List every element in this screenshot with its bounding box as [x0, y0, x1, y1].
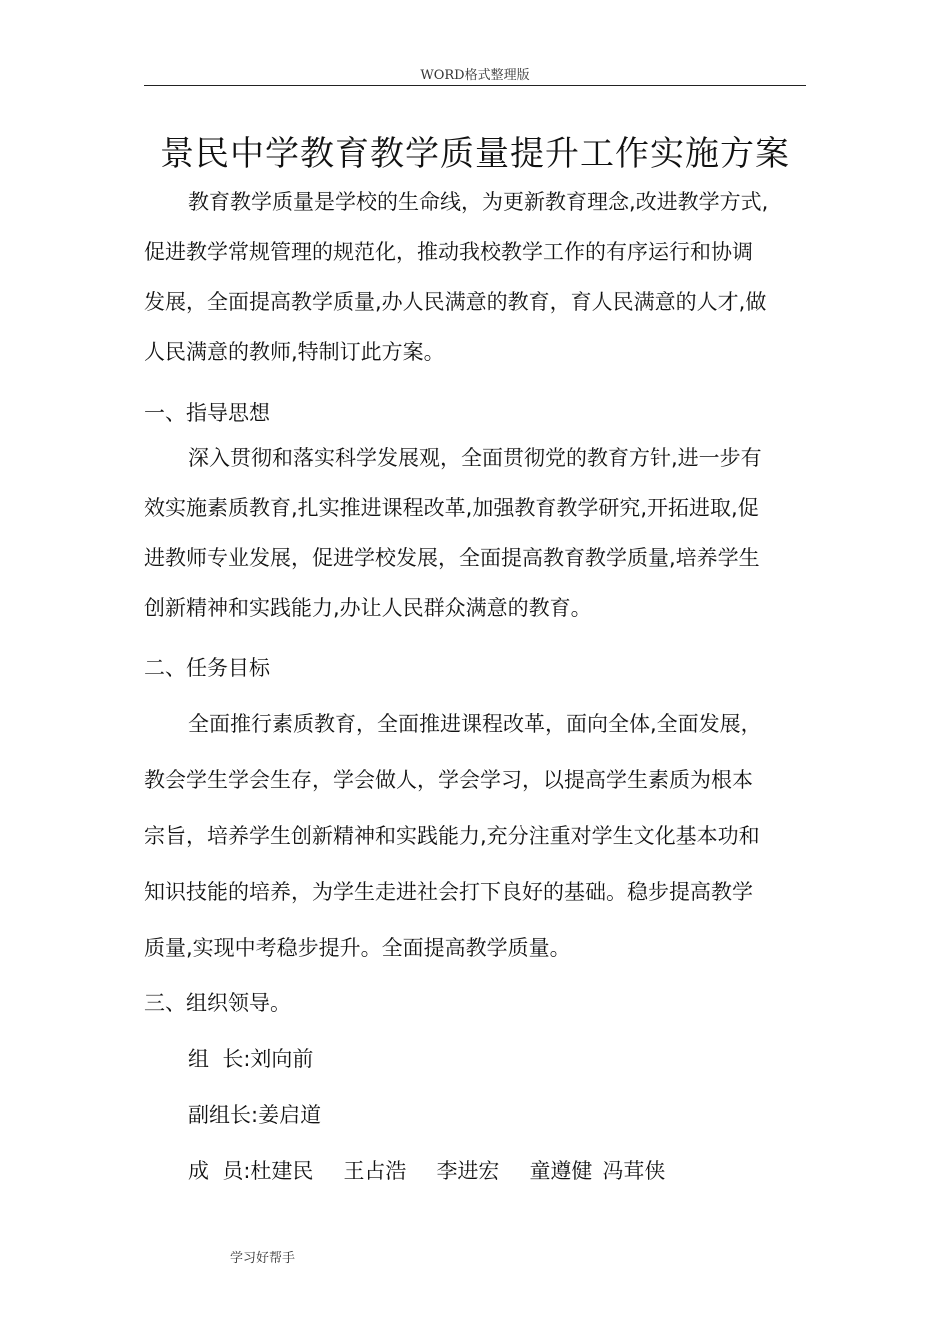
- section2-line: 全面推行素质教育，全面推进课程改革，面向全体,全面发展，: [188, 712, 762, 736]
- header-rule: [144, 85, 806, 86]
- group-leader: 组 长:刘向前: [188, 1047, 314, 1071]
- intro-line: 发展，全面提高教学质量,办人民满意的教育，育人民满意的人才,做: [144, 290, 767, 314]
- section-heading-3: 三、组织领导。: [144, 991, 291, 1015]
- section2-line: 教会学生学会生存，学会做人，学会学习，以提高学生素质为根本: [144, 768, 753, 792]
- member-name: 冯茸侠: [602, 1159, 666, 1183]
- section2-line: 质量,实现中考稳步提升。全面提高教学质量。: [144, 936, 571, 960]
- members-line: [188, 1155, 665, 1185]
- section1-line: 创新精神和实践能力,办让人民群众满意的教育。: [144, 596, 592, 620]
- page-footer: 学习好帮手: [230, 1251, 296, 1266]
- section-heading-1: 一、指导思想: [144, 401, 270, 425]
- page-header: WORD格式整理版: [420, 68, 530, 83]
- intro-line: 促进教学常规管理的规范化，推动我校教学工作的有序运行和协调: [144, 240, 753, 264]
- section1-line: 深入贯彻和落实科学发展观，全面贯彻党的教育方针,进一步有: [188, 446, 762, 470]
- deputy-leader: 副组长:姜启道: [188, 1103, 322, 1127]
- section2-line: 知识技能的培养，为学生走进社会打下良好的基础。稳步提高教学: [144, 880, 753, 904]
- section2-line: 宗旨，培养学生创新精神和实践能力,充分注重对学生文化基本功和: [144, 824, 760, 848]
- document-title: 景民中学教育教学质量提升工作实施方案: [160, 134, 790, 174]
- section-heading-2: 二、任务目标: [144, 656, 270, 680]
- members-label: 成 员:杜建民: [188, 1159, 314, 1183]
- member-name: 童遵健: [529, 1159, 593, 1183]
- member-name: 李进宏: [436, 1159, 500, 1183]
- intro-line: 教育教学质量是学校的生命线，为更新教育理念,改进教学方式,: [188, 190, 769, 214]
- section1-line: 效实施素质教育,扎实推进课程改革,加强教育教学研究,开拓进取,促: [144, 496, 759, 520]
- section1-line: 进教师专业发展，促进学校发展，全面提高教育教学质量,培养学生: [144, 546, 760, 570]
- member-name: 王占浩: [343, 1159, 407, 1183]
- intro-line: 人民满意的教师,特制订此方案。: [144, 340, 445, 364]
